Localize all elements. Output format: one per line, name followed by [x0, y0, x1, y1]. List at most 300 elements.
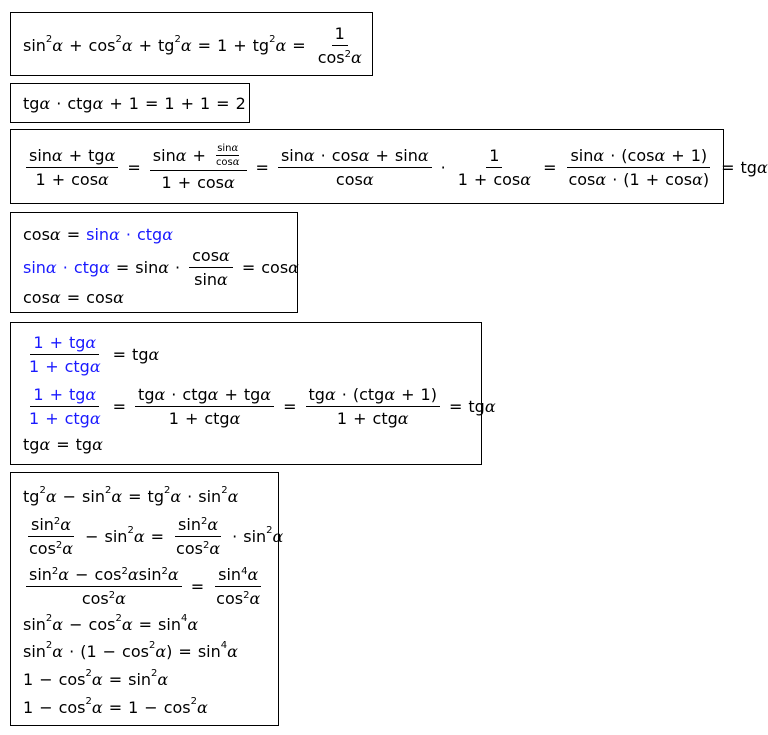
num: 1: [128, 93, 139, 113]
identity-box-6: [10, 472, 284, 726]
fn-tg: tg: [23, 93, 40, 113]
formula-line: [23, 92, 246, 114]
num: 1: [29, 408, 40, 428]
fn-cos: cos: [335, 169, 363, 189]
denominator: [334, 407, 412, 428]
num: 1: [164, 93, 175, 113]
fn-sin: sin: [23, 641, 46, 661]
op: ·: [320, 145, 326, 165]
identity-box-3: [10, 129, 768, 204]
fn-tg: tg: [75, 434, 93, 454]
fn-sin: sin: [23, 35, 46, 55]
var: α: [224, 172, 235, 192]
numerator: [175, 515, 221, 537]
fraction: [213, 565, 263, 608]
var: α: [49, 287, 61, 307]
fn-cos: cos: [331, 145, 359, 165]
paren: ): [702, 169, 710, 189]
denominator: [191, 268, 231, 289]
exp: 2: [104, 484, 112, 496]
fn-cos: cos: [86, 287, 114, 307]
num: 1: [457, 169, 468, 189]
denominator: [173, 537, 223, 558]
var: α: [111, 486, 123, 506]
fn-sin: sin: [104, 526, 128, 546]
fn-cos: cos: [197, 172, 225, 192]
var: α: [85, 332, 97, 352]
var: α: [170, 486, 182, 506]
exp: 2: [55, 539, 63, 551]
op: +: [645, 169, 660, 189]
op: =: [292, 35, 306, 55]
var: α: [187, 614, 199, 634]
formula-line: [23, 286, 124, 308]
op: =: [448, 396, 463, 416]
op: =: [138, 614, 153, 634]
num: 1: [199, 93, 211, 113]
op: =: [56, 434, 70, 454]
fn-ctg: ctg: [73, 257, 100, 277]
fraction: [306, 385, 440, 428]
formula-line: [23, 223, 173, 245]
var: α: [92, 93, 104, 113]
fn-sin: sin: [178, 514, 201, 534]
fn-ctg: ctg: [64, 356, 90, 376]
fn-sin: sin: [29, 564, 52, 584]
var: α: [180, 35, 192, 55]
num: 1: [23, 697, 34, 717]
op: −: [75, 564, 89, 584]
fn-sin: sin: [31, 514, 54, 534]
fn-tg: tg: [243, 384, 261, 404]
denominator: [166, 407, 244, 428]
fn-sin: sin: [23, 257, 46, 277]
denominator: [215, 156, 241, 168]
fn-sin: sin: [86, 224, 110, 244]
identity-box-4: [10, 212, 298, 313]
exp: 2: [221, 484, 228, 496]
var: α: [692, 169, 703, 189]
fn-tg: tg: [68, 332, 86, 352]
var: α: [288, 257, 299, 277]
op: +: [177, 172, 192, 192]
fn-cos: cos: [29, 538, 56, 558]
exp: 2: [53, 515, 61, 527]
numerator: [216, 143, 239, 156]
exp: 2: [121, 565, 128, 577]
num: 1: [35, 169, 46, 189]
var: α: [52, 35, 64, 55]
var: α: [127, 564, 139, 584]
fn-cos: cos: [81, 588, 109, 608]
op: =: [144, 93, 159, 113]
op: +: [473, 169, 488, 189]
var: α: [756, 157, 768, 177]
op: +: [401, 384, 415, 404]
var: α: [52, 614, 64, 634]
op: +: [233, 35, 247, 55]
paren: (: [80, 641, 87, 661]
fn-ctg: ctg: [359, 384, 385, 404]
denominator: [33, 168, 112, 189]
formula-line: [23, 332, 159, 376]
var: α: [98, 169, 109, 189]
op: =: [150, 526, 165, 546]
exp: 4: [180, 612, 188, 624]
var: α: [104, 145, 116, 165]
fn-cos: cos: [58, 697, 86, 717]
fn-cos: cos: [627, 145, 655, 165]
op: =: [721, 157, 735, 177]
formula-line: [23, 485, 238, 507]
fn-cos: cos: [176, 538, 203, 558]
var: α: [45, 486, 57, 506]
numerator: [30, 385, 99, 407]
fn-ctg: ctg: [204, 408, 230, 428]
numerator: [567, 146, 710, 168]
numerator: [189, 246, 233, 268]
denominator: [315, 46, 365, 67]
var: α: [155, 641, 167, 661]
denominator: [333, 168, 377, 189]
exp: 2: [51, 565, 59, 577]
op: ·: [62, 257, 68, 277]
fn-cos: cos: [88, 35, 116, 55]
exp: 2: [190, 695, 197, 707]
var: α: [175, 145, 187, 165]
fn-tg: tg: [132, 344, 149, 364]
numerator: [26, 565, 182, 587]
var: α: [593, 145, 605, 165]
op: ·: [175, 257, 181, 277]
var: α: [232, 156, 240, 168]
op: ·: [341, 384, 347, 404]
op: +: [69, 35, 83, 55]
var: α: [231, 142, 239, 154]
fraction: [455, 146, 534, 189]
var: α: [362, 169, 374, 189]
numerator: 1: [486, 146, 502, 168]
op: −: [39, 697, 53, 717]
op: =: [216, 93, 230, 113]
fn-sin: sin: [194, 269, 218, 289]
op: =: [127, 157, 141, 177]
fn-tg: tg: [23, 486, 40, 506]
op: +: [671, 145, 685, 165]
exp: 2: [266, 524, 273, 536]
denominator: [213, 587, 263, 608]
op: ·: [187, 486, 193, 506]
exp: 2: [163, 484, 171, 496]
op: +: [184, 408, 199, 428]
numerator: [135, 385, 274, 407]
op: +: [138, 35, 153, 55]
var: α: [115, 588, 126, 608]
paren: ): [166, 641, 173, 661]
num: 1: [336, 408, 348, 428]
fraction: [150, 143, 247, 192]
op: =: [108, 669, 123, 689]
var: α: [272, 526, 284, 546]
fn-cos: cos: [192, 245, 220, 265]
exp: 2: [344, 48, 351, 60]
fn-sin: sin: [280, 145, 304, 165]
var: α: [227, 641, 238, 661]
exp: 2: [85, 695, 92, 707]
num: 1: [690, 145, 701, 165]
op: +: [51, 169, 66, 189]
op: =: [115, 257, 130, 277]
op: ·: [56, 93, 62, 113]
fn-cos: cos: [216, 588, 244, 608]
op: +: [68, 145, 83, 165]
var: α: [85, 384, 97, 404]
op: +: [109, 93, 123, 113]
fraction-small: [215, 143, 241, 168]
formula-line: [23, 696, 208, 718]
fn-sin: sin: [217, 142, 232, 154]
var: α: [384, 384, 396, 404]
var: α: [324, 384, 336, 404]
fraction: [173, 515, 223, 558]
fraction: [315, 24, 365, 67]
var: α: [39, 434, 51, 454]
numerator: 1: [332, 24, 348, 46]
formula-line: [23, 433, 103, 455]
var: α: [99, 257, 110, 277]
op: +: [224, 384, 238, 404]
var: α: [113, 287, 124, 307]
var: α: [275, 35, 287, 55]
fn-sin: sin: [570, 145, 594, 165]
fn-cos: cos: [71, 169, 99, 189]
numerator: [28, 515, 74, 537]
denominator: [455, 168, 534, 189]
num: 1: [29, 356, 40, 376]
exp: 2: [115, 33, 122, 45]
var: α: [229, 408, 241, 428]
fn-cos: cos: [122, 641, 149, 661]
fn-ctg: ctg: [64, 408, 90, 428]
fraction-highlight: [26, 333, 104, 376]
identity-box-5: [10, 322, 496, 465]
var: α: [167, 564, 179, 584]
op: −: [69, 614, 83, 634]
exp: 2: [243, 589, 250, 601]
exp: 2: [45, 33, 53, 45]
op: −: [39, 669, 53, 689]
op: −: [85, 526, 99, 546]
var: α: [520, 169, 532, 189]
exp: 2: [45, 612, 53, 624]
exp: 2: [108, 589, 116, 601]
var: α: [207, 384, 219, 404]
exp: 2: [39, 484, 46, 496]
formula-line: [23, 563, 266, 609]
numerator: [30, 333, 99, 355]
var: α: [45, 257, 57, 277]
fn-sin: sin: [158, 614, 181, 634]
fn-tg: tg: [138, 384, 155, 404]
op: ·: [440, 157, 446, 177]
var: α: [260, 384, 272, 404]
exp: 2: [148, 639, 156, 651]
var: α: [350, 47, 362, 67]
fraction: [26, 146, 118, 189]
fn-sin: sin: [82, 486, 105, 506]
op: −: [102, 641, 117, 661]
identity-box-2: [10, 83, 250, 123]
fn-tg: tg: [88, 145, 105, 165]
fn-tg: tg: [23, 434, 40, 454]
var: α: [397, 408, 409, 428]
fn-cos: cos: [665, 169, 693, 189]
formula-line: [23, 247, 299, 287]
var: α: [207, 514, 219, 534]
var: α: [654, 145, 666, 165]
formula-line: [23, 668, 168, 690]
fn-tg: tg: [147, 486, 164, 506]
var: α: [51, 145, 63, 165]
fn-sin: sin: [197, 641, 221, 661]
fraction: [135, 385, 274, 428]
var: α: [89, 356, 101, 376]
num: 1: [629, 169, 640, 189]
formula-line: [23, 613, 198, 635]
exp: 2: [85, 667, 92, 679]
fn-ctg: ctg: [67, 93, 93, 113]
fraction: [189, 246, 233, 289]
var: α: [157, 669, 169, 689]
exp: 2: [200, 515, 208, 527]
fn-sin: sin: [135, 257, 159, 277]
op: +: [192, 145, 206, 165]
op: =: [190, 576, 205, 596]
var: α: [92, 434, 103, 454]
exp: 2: [151, 667, 158, 679]
fn-sin: sin: [198, 486, 222, 506]
var: α: [595, 169, 607, 189]
var: α: [60, 514, 72, 534]
op: =: [66, 224, 81, 244]
formula-line: [23, 513, 283, 559]
exp: 2: [45, 639, 53, 651]
exp: 2: [174, 33, 181, 45]
var: α: [154, 384, 166, 404]
numerator: [306, 385, 440, 407]
var: α: [247, 564, 259, 584]
var: α: [121, 614, 133, 634]
var: α: [162, 224, 174, 244]
fn-cos: cos: [493, 169, 521, 189]
var: α: [417, 145, 429, 165]
denominator: [159, 171, 238, 192]
num: 1: [168, 408, 179, 428]
fn-ctg: ctg: [372, 408, 398, 428]
op: +: [375, 145, 389, 165]
fn-cos: cos: [94, 564, 122, 584]
var: α: [303, 145, 315, 165]
fn-sin: sin: [243, 526, 267, 546]
paren: ): [430, 384, 437, 404]
op: =: [112, 396, 127, 416]
fn-tg: tg: [158, 35, 175, 55]
paren: (: [621, 145, 628, 165]
var: α: [158, 257, 170, 277]
exp: 2: [269, 33, 276, 45]
op: =: [241, 257, 256, 277]
identity-box-1: [10, 12, 373, 76]
op: +: [49, 332, 63, 352]
fn-sin: sin: [128, 669, 152, 689]
op: =: [543, 157, 557, 177]
op: ·: [610, 145, 616, 165]
var: α: [49, 224, 61, 244]
fn-sin: sin: [152, 145, 176, 165]
fn-sin: sin: [29, 145, 52, 165]
op: +: [180, 93, 194, 113]
op: =: [112, 344, 127, 364]
exp: 2: [127, 524, 134, 536]
var: α: [227, 486, 239, 506]
fn-sin: sin: [23, 614, 46, 634]
paren: ): [700, 145, 708, 165]
var: α: [58, 564, 70, 584]
var: α: [89, 408, 101, 428]
fn-cos: cos: [568, 169, 596, 189]
var: α: [249, 588, 261, 608]
op: =: [197, 35, 212, 55]
var: α: [209, 538, 221, 558]
denominator: [26, 407, 104, 428]
denominator: [26, 537, 76, 558]
fn-ctg: ctg: [182, 384, 208, 404]
op: =: [66, 287, 81, 307]
numerator: [150, 143, 247, 171]
fn-cos: cos: [317, 47, 345, 67]
op: =: [128, 486, 142, 506]
fn-tg: tg: [308, 384, 325, 404]
var: α: [133, 526, 145, 546]
fn-sin: sin: [394, 145, 418, 165]
fn-cos: cos: [261, 257, 289, 277]
op: ·: [125, 224, 131, 244]
op: =: [178, 641, 192, 661]
fn-tg: tg: [740, 157, 757, 177]
var: α: [217, 269, 228, 289]
fraction: [26, 515, 76, 558]
num: 1: [128, 697, 139, 717]
fraction-highlight: [26, 385, 104, 428]
denominator: [565, 168, 712, 189]
num: 1: [33, 384, 44, 404]
op: −: [62, 486, 77, 506]
numerator: [215, 565, 261, 587]
fn-cos: cos: [88, 614, 116, 634]
var: α: [484, 396, 496, 416]
fn-tg: tg: [252, 35, 270, 55]
num: 1: [161, 172, 172, 192]
var: α: [91, 669, 103, 689]
exp: 2: [202, 539, 210, 551]
var: α: [358, 145, 370, 165]
fn-cos: cos: [215, 156, 233, 168]
num: 1: [86, 641, 97, 661]
var: α: [62, 538, 74, 558]
fraction: [26, 565, 182, 608]
op: +: [45, 408, 59, 428]
formula-line: [23, 142, 768, 192]
